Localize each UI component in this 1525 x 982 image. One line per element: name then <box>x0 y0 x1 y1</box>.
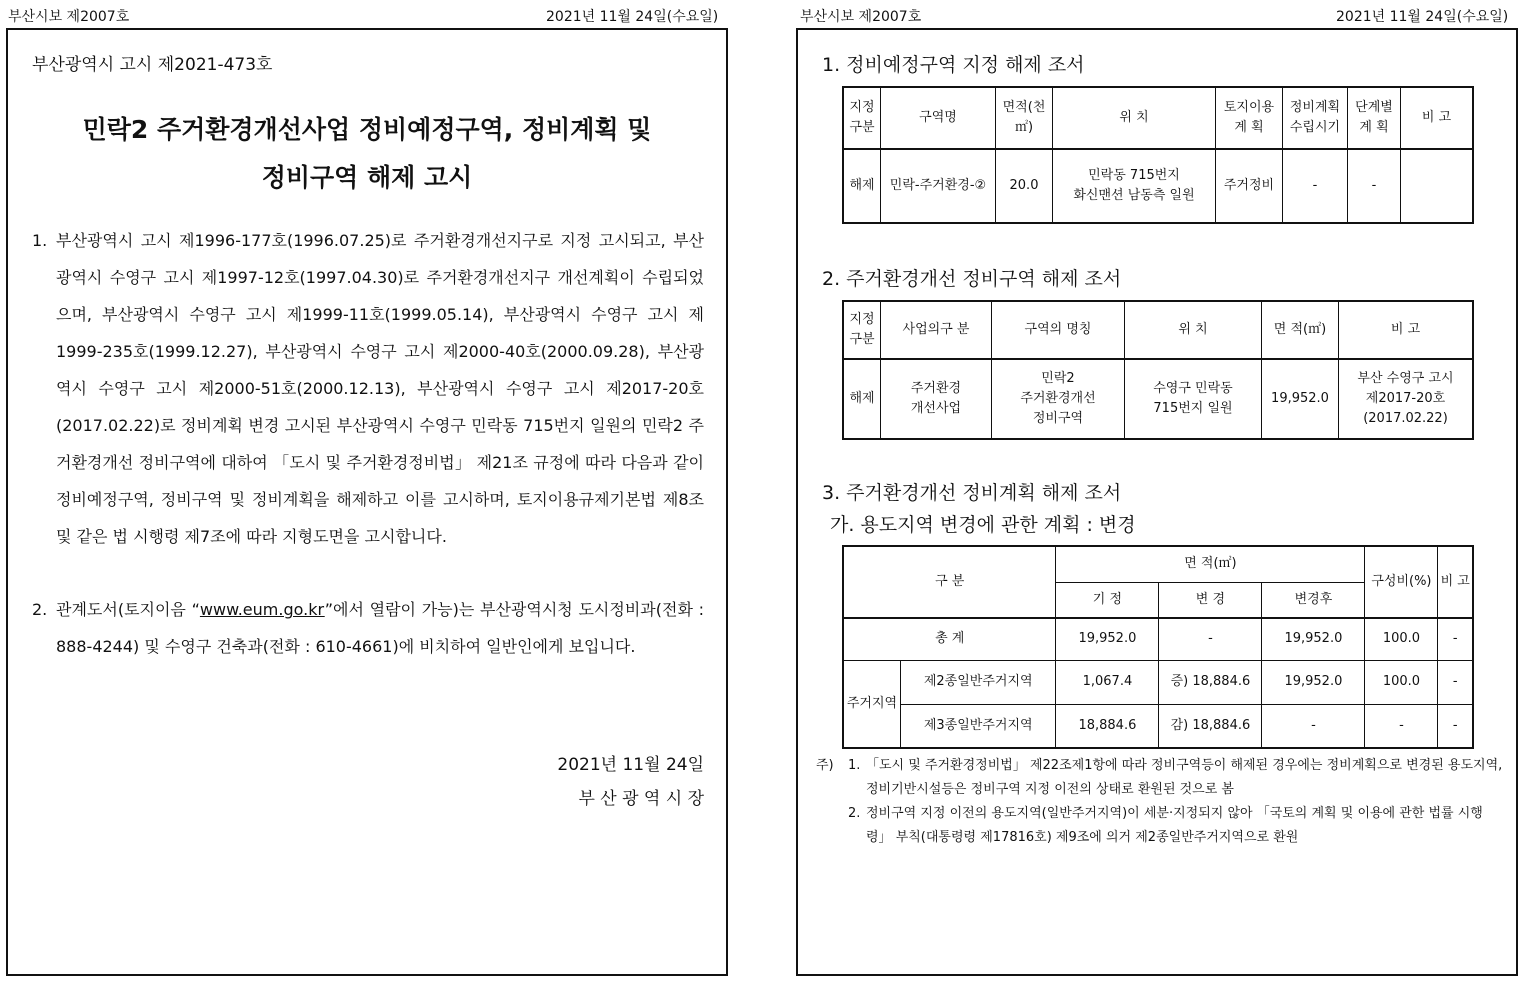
s2-header-location: 위 치 <box>1125 301 1262 359</box>
paragraph-2-text <box>56 591 704 665</box>
table-row <box>843 618 1473 660</box>
s2-remarks-line3: (2017.02.22) <box>1363 411 1448 426</box>
s2-project-line1: 주거환경 <box>910 381 962 396</box>
s3-r2-label: 제2종일반주거지역 <box>901 660 1056 704</box>
paragraph-2-number: 2. <box>32 600 48 619</box>
s1-area: 20.0 <box>996 149 1053 223</box>
s1-header-phase: 단계별계 획 <box>1348 87 1401 149</box>
s1-plan-time: - <box>1283 149 1348 223</box>
section3-table <box>842 545 1474 749</box>
notes-marker: 주) <box>816 758 834 773</box>
s2-project-line2: 개선사업 <box>910 401 962 416</box>
paragraph-1 <box>32 222 704 555</box>
note-2-text: 정비구역 지정 이전의 용도지역(일반주거지역)이 세분·지정되지 않아 「국토의 계획 및 이용에 관한 법률 시행령」 부칙(대통령령 제17816호) 제9조에 의거 제2종일반주거지역으로 환원 <box>866 806 1483 845</box>
s3-r3-ratio: - <box>1365 704 1438 748</box>
notice-title-line2: 정비구역 해제 고시 <box>261 163 473 192</box>
section2-title: 2. 주거환경개선 정비구역 해제 조서 <box>822 268 1122 290</box>
s3-header-change: 변 경 <box>1159 582 1262 618</box>
s3-r3-remarks: - <box>1438 704 1473 748</box>
table-row <box>843 660 1473 704</box>
notice-signer: 부 산 광 역 시 장 <box>578 789 704 809</box>
s3-r3-label: 제3종일반주거지역 <box>901 704 1056 748</box>
section2-table <box>842 300 1474 440</box>
s3-r2-existing: 1,067.4 <box>1056 660 1159 704</box>
s3-total-remarks: - <box>1438 618 1473 660</box>
section1-title: 1. 정비예정구역 지정 해제 조서 <box>822 54 1085 76</box>
s1-location <box>1053 149 1216 223</box>
s3-r3-existing: 18,884.6 <box>1056 704 1159 748</box>
s3-header-after: 변경후 <box>1262 582 1365 618</box>
s3-group-label: 주거지역 <box>843 660 901 748</box>
paragraph-2-suffix: ”에서 열람이 가능)는 부산광역시청 도시정비과(전화 : 888-4244) 및 수영구 건축과(전화 : 610-4661)에 비치하여 일반인에게 보입니다. <box>56 600 705 656</box>
s1-phase: - <box>1348 149 1401 223</box>
s3-r3-change: 감) 18,884.6 <box>1159 704 1262 748</box>
table-row <box>843 149 1473 223</box>
s3-total-existing: 19,952.0 <box>1056 618 1159 660</box>
s1-header-remarks: 비 고 <box>1401 87 1474 149</box>
paragraph-1-number: 1. <box>32 231 48 250</box>
s1-name: 민락-주거환경-② <box>881 149 996 223</box>
s2-name-line1: 민락2 <box>1041 371 1075 386</box>
paragraph-1-text: 부산광역시 고시 제1996-177호(1996.07.25)로 주거환경개선지구로 지정 고시되고, 부산광역시 수영구 고시 제1997-12호(1997.04.30)로 주거환경개선지구 개선계획이 수립되었으며, 부산광역시 수영구 고시 제1999-11호(1999.05.14), 부산광역시 수영구 고시 제1999-235호(1999.12.27), 부산광역시 수영구 고시 제2000-40호(2000.09.28), 부산광역시 수영구 고시 제2000-51호(2000.12.13), 부산광역시 수영구 고시 제2017-20호(2017.02.22)로 정비계획 변경 고시된 부산광역시 수영구 민락동 715번지 일원의 민락2 주거환경개선 정비구역에 대하여 「도시 및 주거환경정비법」 제21조 규정에 따라 다음과 같이 정비예정구역, 정비구역 및 정비계획을 해제하고 이를 고시하며, 토지이용규제기본법 제8조 및 같은 법 시행령 제7조에 따라 지형도면을 고시합니다. <box>56 231 704 546</box>
paragraph-2 <box>32 591 704 665</box>
s3-total-ratio: 100.0 <box>1365 618 1438 660</box>
section1-table <box>842 86 1474 224</box>
note-1-number: 1. <box>848 758 861 773</box>
s2-remarks-line1: 부산 수영구 고시 <box>1357 371 1454 386</box>
table-row <box>843 359 1473 439</box>
s2-header-name: 구역의 명칭 <box>992 301 1125 359</box>
s2-remarks <box>1339 359 1474 439</box>
notice-reference: 부산광역시 고시 제2021-473호 <box>32 55 273 75</box>
s3-r2-ratio: 100.0 <box>1365 660 1438 704</box>
s1-designation: 해제 <box>843 149 881 223</box>
s3-header-remarks: 비 고 <box>1438 546 1473 618</box>
s3-header-area: 면 적(㎡) <box>1056 546 1365 582</box>
s2-header-designation: 지정구분 <box>843 301 881 359</box>
note-2 <box>816 802 1506 850</box>
s3-total-label: 총 계 <box>843 618 1056 660</box>
left-issue-date: 2021년 11월 24일(수요일) <box>546 9 719 25</box>
right-issue-date: 2021년 11월 24일(수요일) <box>1336 9 1509 25</box>
note-1-text: 「도시 및 주거환경정비법」 제22조제1항에 따라 정비구역등이 해제된 경우에는 정비계획으로 변경된 용도지역, 정비기반시설등은 정비구역 지정 이전의 상태로 환원된 것으로 봄 <box>866 758 1503 797</box>
s3-r3-after: - <box>1262 704 1365 748</box>
eum-link[interactable]: www.eum.go.kr <box>199 600 325 619</box>
s1-header-name: 구역명 <box>881 87 996 149</box>
s1-header-plan-time: 정비계획수립시기 <box>1283 87 1348 149</box>
s2-name <box>992 359 1125 439</box>
section3-title: 3. 주거환경개선 정비계획 해제 조서 <box>822 482 1122 504</box>
s2-header-remarks: 비 고 <box>1339 301 1474 359</box>
s3-r2-remarks: - <box>1438 660 1473 704</box>
s2-location-line2: 715번지 일원 <box>1153 401 1233 416</box>
s2-remarks-line2: 제2017-20호 <box>1365 391 1446 406</box>
right-issue-number: 부산시보 제2007호 <box>800 9 922 25</box>
note-1 <box>816 754 1506 802</box>
s1-header-land-use: 토지이용계 획 <box>1216 87 1283 149</box>
s2-location <box>1125 359 1262 439</box>
right-page <box>796 28 1518 976</box>
left-issue-number: 부산시보 제2007호 <box>8 9 130 25</box>
notice-title-line1: 민락2 주거환경개선사업 정비예정구역, 정비계획 및 <box>82 115 652 144</box>
s1-header-designation: 지정구분 <box>843 87 881 149</box>
s2-name-line3: 정비구역 <box>1032 411 1084 426</box>
s3-header-category: 구 분 <box>843 546 1056 618</box>
s2-name-line2: 주거환경개선 <box>1020 391 1096 406</box>
s1-header-location: 위 치 <box>1053 87 1216 149</box>
s1-remarks <box>1401 149 1474 223</box>
s2-header-project: 사업의구 분 <box>881 301 992 359</box>
s2-project <box>881 359 992 439</box>
section3-subtitle: 가. 용도지역 변경에 관한 계획 : 변경 <box>830 514 1136 536</box>
s3-r2-after: 19,952.0 <box>1262 660 1365 704</box>
s2-area: 19,952.0 <box>1262 359 1339 439</box>
s3-header-ratio: 구성비(%) <box>1365 546 1438 618</box>
s3-total-after: 19,952.0 <box>1262 618 1365 660</box>
table-row <box>843 704 1473 748</box>
s3-header-existing: 기 정 <box>1056 582 1159 618</box>
s1-location-line2: 화신맨션 남동측 일원 <box>1073 188 1195 203</box>
s2-header-area: 면 적(㎡) <box>1262 301 1339 359</box>
s3-total-change: - <box>1159 618 1262 660</box>
left-page <box>6 28 728 976</box>
s1-location-line1: 민락동 715번지 <box>1088 168 1180 183</box>
s2-location-line1: 수영구 민락동 <box>1153 381 1233 396</box>
notice-date: 2021년 11월 24일 <box>557 755 704 775</box>
s2-designation: 해제 <box>843 359 881 439</box>
s1-land-use: 주거정비 <box>1216 149 1283 223</box>
s1-header-area: 면적(천㎡) <box>996 87 1053 149</box>
note-2-number: 2. <box>848 806 861 821</box>
paragraph-2-prefix: 관계도서(토지이음 “ <box>56 600 200 619</box>
notes <box>816 754 1506 850</box>
s3-r2-change: 증) 18,884.6 <box>1159 660 1262 704</box>
